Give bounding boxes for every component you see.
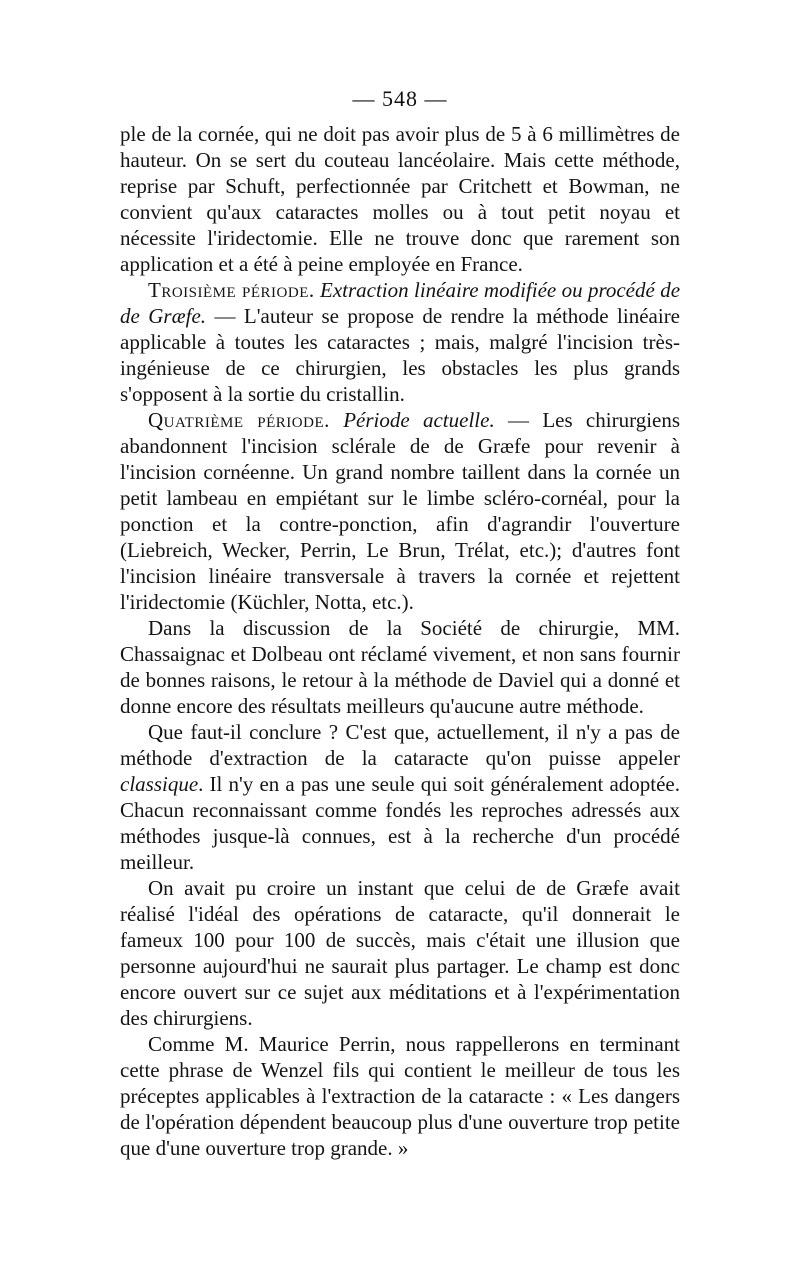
paragraph-4 bbox=[120, 615, 680, 719]
paragraph-1 bbox=[120, 121, 680, 277]
paragraph-text: — Les chirurgiens abandonnent l'incision sclérale de de Græfe pour revenir à l'incision cornéenne. Un grand nombre taillent dans la cornée un petit lambeau en empiétant sur le limbe scléro-cornéal, pour la ponction et la contre-ponction, afin d'agrandir l'ouverture (Liebreich, Wecker, Perrin, Le Brun, Trélat, etc.); d'autres font l'incision linéaire transversale à travers la cornée et rejettent l'iridectomie (Küchler, Notta, etc.). bbox=[120, 408, 681, 614]
section-title: Extraction linéaire modifiée ou procédé de de Græfe. bbox=[120, 278, 681, 328]
paragraph-text: Que faut-il conclure ? C'est que, actuellement, il n'y a pas de méthode d'extraction de la cataracte qu'on puisse appeler bbox=[120, 720, 680, 770]
emphasis: classique bbox=[120, 772, 199, 796]
paragraph-text: . Il n'y en a pas une seule qui soit généralement adoptée. Chacun reconnaissant comme fondés les reproches adressés aux méthodes jusque-là connues, est à la recherche d'un procédé meilleur. bbox=[120, 772, 680, 874]
period-label: Troisième période. bbox=[148, 278, 315, 302]
body-text bbox=[120, 121, 680, 1161]
paragraph-6 bbox=[120, 875, 680, 1031]
paragraph-2 bbox=[120, 277, 680, 407]
section-title: Période actuelle. bbox=[343, 408, 495, 432]
paragraph-5 bbox=[120, 719, 680, 875]
page-number: — 548 — bbox=[352, 86, 448, 111]
paragraph-text: ple de la cornée, qui ne doit pas avoir plus de 5 à 6 millimètres de hauteur. On se sert du couteau lancéolaire. Mais cette méthode, reprise par Schuft, perfectionnée par Critchett et Bowman, ne convient qu'aux cataractes molles ou à tout petit noyau et nécessite l'iridectomie. Elle ne trouve donc que rarement son application et a été à peine employée en France. bbox=[120, 122, 680, 276]
paragraph-text: Comme M. Maurice Perrin, nous rappellerons en terminant cette phrase de Wenzel fils qui contient le meilleur de tous les préceptes applicables à l'extraction de la cataracte : « Les dangers de l'opération dépendent beaucoup plus d'une ouverture trop petite que d'une ouverture trop grande. » bbox=[120, 1032, 680, 1160]
paragraph-7 bbox=[120, 1031, 680, 1161]
period-label: Quatrième période. bbox=[148, 408, 330, 432]
paragraph-text: — L'auteur se propose de rendre la méthode linéaire applicable à toutes les cataractes ; mais, malgré l'incision très-ingénieuse de ce chirurgien, les obstacles les plus grands s'opposent à la sortie du cristallin. bbox=[120, 304, 681, 406]
paragraph-text: On avait pu croire un instant que celui de de Græfe avait réalisé l'idéal des opérations de cataracte, qu'il donnerait le fameux 100 pour 100 de succès, mais c'était une illusion que personne aujourd'hui ne saurait plus partager. Le champ est donc encore ouvert sur ce sujet aux méditations et à l'expérimentation des chirurgiens. bbox=[120, 876, 680, 1030]
paragraph-3 bbox=[120, 407, 680, 615]
paragraph-text: Dans la discussion de la Société de chirurgie, MM. Chassaignac et Dolbeau ont réclamé vivement, et non sans fournir de bonnes raisons, le retour à la méthode de Daviel qui a donné et donne encore des résultats meilleurs qu'aucune autre méthode. bbox=[120, 616, 680, 718]
